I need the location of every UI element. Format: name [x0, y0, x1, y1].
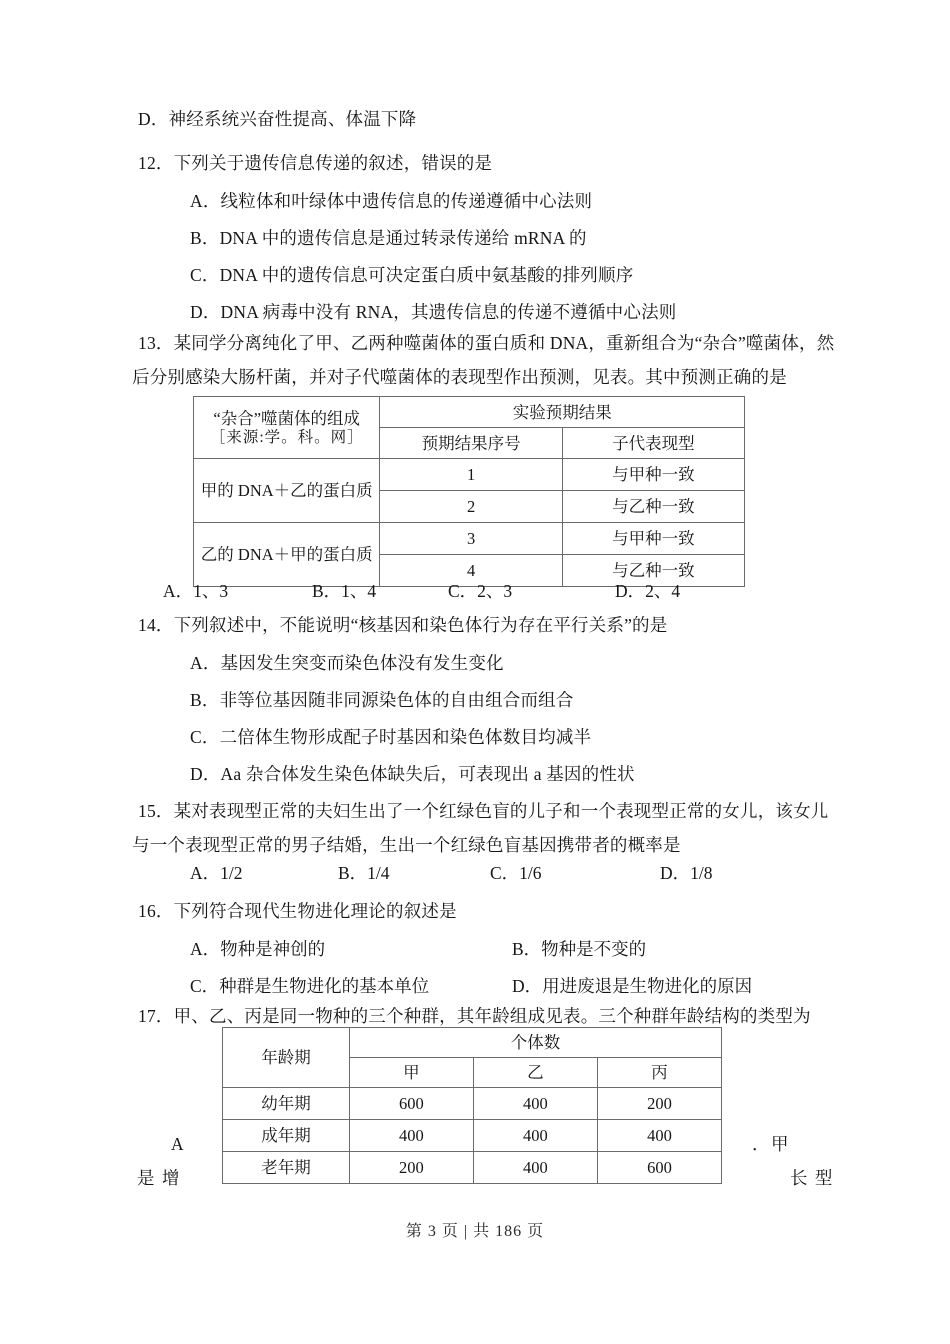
- question-14-option-a: A．基因发生突变而染色体没有发生变化: [190, 653, 504, 673]
- cell-youth-bing: 200: [597, 1088, 721, 1120]
- population-age-structure-table: [222, 1027, 722, 1184]
- cell-old-jia: 200: [349, 1152, 473, 1184]
- cell-old-bing: 600: [597, 1152, 721, 1184]
- question-16-option-a: A．物种是神创的: [190, 939, 326, 959]
- cell-number-1: 1: [380, 459, 562, 491]
- page-footer: 第 3 页 | 共 186 页: [405, 1223, 545, 1240]
- question-13-stem-line-1: 13．某同学分离纯化了甲、乙两种噬菌体的蛋白质和 DNA，重新组合为“杂合”噬菌体，然: [138, 333, 835, 353]
- cell-phenotype-2: 与乙种一致: [562, 491, 744, 523]
- composition-source: ［来源:学。科。网］: [209, 428, 364, 446]
- cell-population-bing-header: 丙: [597, 1058, 721, 1088]
- cell-number-3: 3: [380, 523, 562, 555]
- question-12-option-a: A．线粒体和叶绿体中遗传信息的传递遵循中心法则: [190, 191, 593, 211]
- table-row: [223, 1028, 722, 1058]
- question-15-option-d: D．1/8: [660, 863, 713, 883]
- cell-expected-results-header: 实验预期结果: [380, 397, 745, 428]
- cell-adult-jia: 400: [349, 1120, 473, 1152]
- cell-composition-2: 乙的 DNA＋甲的蛋白质: [194, 523, 380, 587]
- question-12-option-b: B．DNA 中的遗传信息是通过转录传递给 mRNA 的: [190, 228, 587, 248]
- question-17-answer-fragment-left-top: A: [171, 1134, 184, 1154]
- cell-adult-yi: 400: [473, 1120, 597, 1152]
- table-row: [223, 1088, 722, 1120]
- table-row: [223, 1120, 722, 1152]
- cell-row-label-adult: 成年期: [223, 1120, 350, 1152]
- cell-phenotype-4: 与乙种一致: [562, 555, 744, 587]
- question-12-option-d: D．DNA 病毒中没有 RNA，其遗传信息的传递不遵循中心法则: [190, 302, 677, 322]
- question-14-stem: 14．下列叙述中，不能说明“核基因和染色体行为存在平行关系”的是: [138, 615, 668, 635]
- question-16-option-d: D．用进废退是生物进化的原因: [512, 976, 753, 996]
- phage-prediction-table: [193, 396, 745, 587]
- question-17-answer-fragment-right-bottom: 长 型: [790, 1168, 834, 1188]
- question-13-option-a: A．1、3: [163, 581, 229, 601]
- question-15-option-a: A．1/2: [190, 863, 243, 883]
- cell-result-number-header: 预期结果序号: [380, 428, 562, 459]
- cell-row-label-old: 老年期: [223, 1152, 350, 1184]
- cell-composition-header: [194, 397, 380, 459]
- question-14-option-b: B．非等位基因随非同源染色体的自由组合而组合: [190, 690, 574, 710]
- cell-row-label-youth: 幼年期: [223, 1088, 350, 1120]
- cell-youth-jia: 600: [349, 1088, 473, 1120]
- cell-number-4: 4: [380, 555, 562, 587]
- question-16-stem: 16．下列符合现代生物进化理论的叙述是: [138, 901, 457, 921]
- cell-age-period-header: 年龄期: [223, 1028, 350, 1088]
- question-11-option-d: D．神经系统兴奋性提高、体温下降: [138, 109, 417, 129]
- question-15-stem-line-2: 与一个表现型正常的男子结婚，生出一个红绿色盲基因携带者的概率是: [132, 835, 681, 855]
- question-16-option-b: B．物种是不变的: [512, 939, 647, 959]
- question-14-option-c: C．二倍体生物形成配子时基因和染色体数目均减半: [190, 727, 592, 747]
- table-row: [194, 397, 745, 428]
- cell-population-jia-header: 甲: [349, 1058, 473, 1088]
- cell-composition-1: 甲的 DNA＋乙的蛋白质: [194, 459, 380, 523]
- question-15-option-c: C．1/6: [490, 863, 542, 883]
- question-14-option-d: D．Aa 杂合体发生染色体缺失后，可表现出 a 基因的性状: [190, 764, 635, 784]
- cell-offspring-phenotype-header: 子代表现型: [562, 428, 744, 459]
- question-13-option-b: B．1、4: [312, 581, 377, 601]
- question-16-option-c: C．种群是生物进化的基本单位: [190, 976, 430, 996]
- cell-adult-bing: 400: [597, 1120, 721, 1152]
- cell-population-yi-header: 乙: [473, 1058, 597, 1088]
- cell-youth-yi: 400: [473, 1088, 597, 1120]
- composition-title: “杂合”噬菌体的组成: [213, 408, 361, 428]
- question-15-stem-line-1: 15．某对表现型正常的夫妇生出了一个红绿色盲的儿子和一个表现型正常的女儿，该女儿: [138, 801, 829, 821]
- question-15-option-b: B．1/4: [338, 863, 390, 883]
- cell-number-2: 2: [380, 491, 562, 523]
- question-13-stem-line-2: 后分别感染大肠杆菌，并对子代噬菌体的表现型作出预测，见表。其中预测正确的是: [132, 367, 787, 387]
- cell-individual-count-header: 个体数: [349, 1028, 721, 1058]
- question-17-stem: 17．甲、乙、丙是同一物种的三个种群，其年龄组成见表。三个种群年龄结构的类型为: [138, 1006, 811, 1026]
- question-12-stem: 12．下列关于遗传信息传递的叙述，错误的是: [138, 153, 493, 173]
- cell-phenotype-3: 与甲种一致: [562, 523, 744, 555]
- table-row: [194, 459, 745, 491]
- table-row: [194, 523, 745, 555]
- cell-old-yi: 400: [473, 1152, 597, 1184]
- table-row: [223, 1152, 722, 1184]
- question-12-option-c: C．DNA 中的遗传信息可决定蛋白质中氨基酸的排列顺序: [190, 265, 634, 285]
- cell-phenotype-1: 与甲种一致: [562, 459, 744, 491]
- question-17-answer-fragment-left-bottom: 是 增: [137, 1168, 181, 1188]
- question-13-option-d: D．2、4: [615, 581, 681, 601]
- question-13-option-c: C．2、3: [448, 581, 513, 601]
- question-17-answer-fragment-right-top: ．甲: [752, 1134, 790, 1154]
